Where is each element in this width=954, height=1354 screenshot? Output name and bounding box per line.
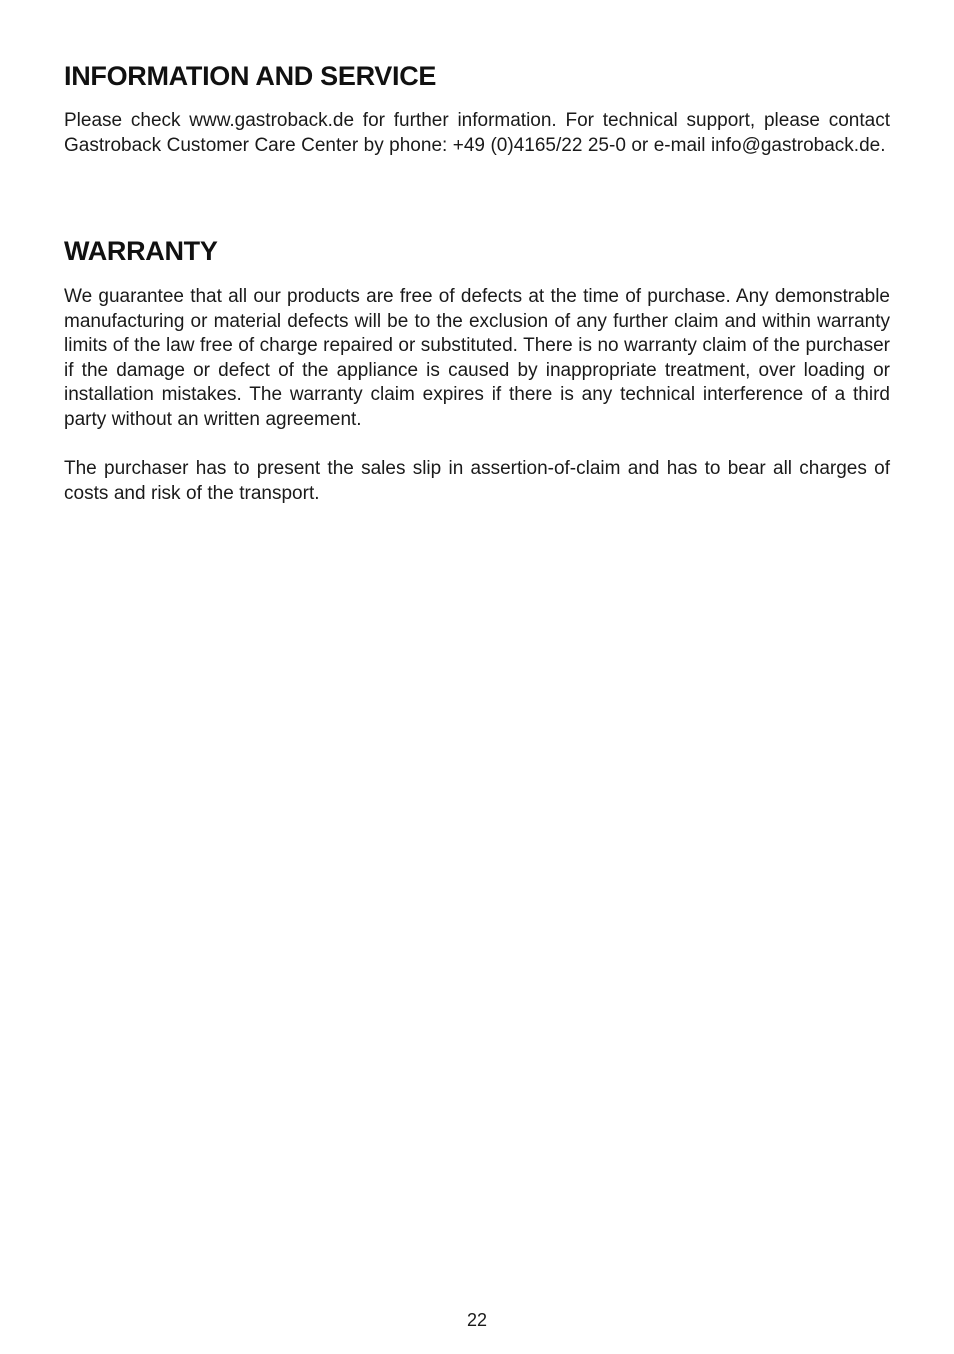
warranty-heading: WARRANTY [64,236,218,266]
warranty-paragraph-2: The purchaser has to present the sales slip in assertion-of-claim and has to bear all charges of costs and risk of the transport. [64,458,890,504]
information-service-text: Please check www.gastroback.de for further information. For technical support, please contact Gastroback Customer Care Center by phone: +49 (0)4165/22 25-0 or e-mail info@gastroback.de. [64,110,890,156]
information-service-heading: INFORMATION AND SERVICE [64,61,437,91]
warranty-paragraph-1: We guarantee that all our products are free of defects at the time of purchase. Any demonstrable manufacturing or material defects will be to the exclusion of any further claim and within warranty limits of the law free of charge repaired or substituted. There is no warranty claim of the purchaser if the damage or defect of the appliance is caused by inappropriate treatment, over loading or installation mistakes. The warranty claim expires if there is any technical interference of a third party without an written agreement. [64,286,890,430]
page-number: 22 [466,1310,488,1330]
